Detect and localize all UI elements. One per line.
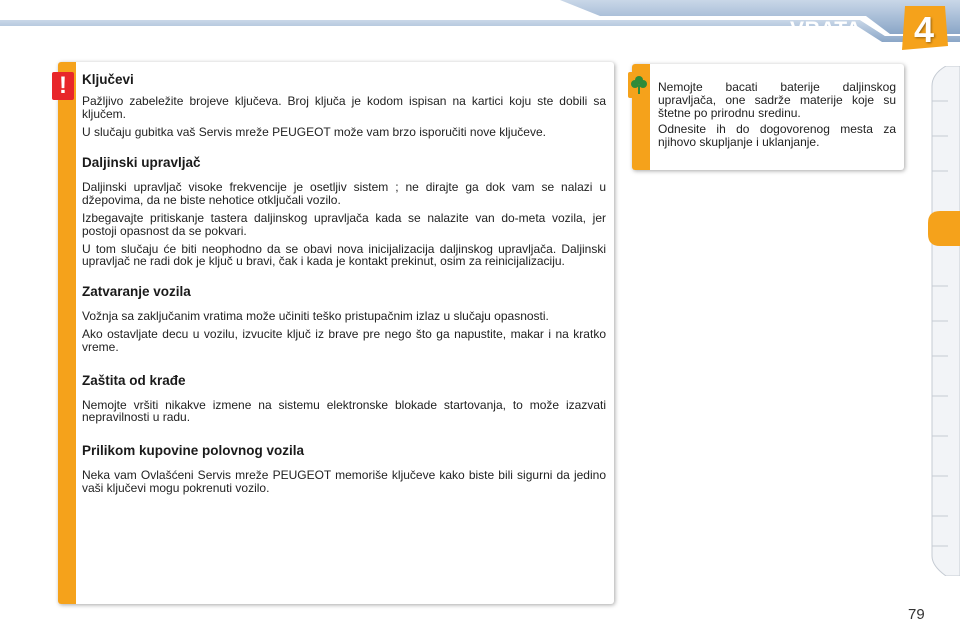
- section-title-zastita-od-krade: Zaštita od krađe: [82, 372, 186, 388]
- main-content: [82, 66, 606, 495]
- paragraph: U slučaju gubitka vaš Servis mreže PEUGEOT može vam brzo isporučiti nove ključeve.: [82, 124, 546, 139]
- section-title-zatvaranje-vozila: Zatvaranje vozila: [82, 284, 191, 300]
- paragraph: U tom slučaju će biti neophodno da se obavi nova inicijalizacija daljinskog upravljača. Daljinski upravljač ne radi dok je ključ u bravi, čak i kada je kontakt prekinut, osim za reinicijalizaciju.: [82, 241, 606, 269]
- section-title-daljinski-upravljac: Daljinski upravljač: [82, 155, 201, 171]
- panel-accent-stripe: [58, 62, 76, 604]
- section-title-polovno-vozilo: Prilikom kupovine polovnog vozila: [82, 443, 305, 459]
- chapter-number: 4: [913, 9, 935, 50]
- paragraph: Neka vam Ovlašćeni Servis mreže PEUGEOT memoriše ključeve kako biste bili sigurni da jedino vaši ključevi mogu pokrenuti vozilo.: [82, 468, 606, 495]
- section-title-kljucevi: Ključevi: [82, 72, 134, 87]
- paragraph: Daljinski upravljač visoke frekvencije je osetljiv sistem ; ne dirajte ga dok vam se nalazi u džepovima, da ne biste nehotice otključali vozilo.: [82, 180, 606, 208]
- paragraph: Pažljivo zabeležite brojeve ključeva. Broj ključa je kodom ispisan na kartici koju ste dobili sa ključem.: [82, 94, 606, 121]
- page-number: 79: [908, 606, 925, 623]
- main-info-panel: [58, 62, 614, 604]
- paragraph: Odnesite ih do dogovorenog mesta za njihovo skupljanje i uklanjanje.: [658, 122, 896, 150]
- paragraph: Izbegavajte pritiskanje tastera daljinskog upravljača kada se nalazite van do-meta vozila, jer postoji opasnost da se pokvari.: [82, 210, 606, 238]
- environment-icon: [628, 72, 650, 98]
- page-title: VRATA: [790, 18, 862, 41]
- paragraph: Nemojte bacati baterije daljinskog upravljača, one sadrže materije koje su štetne po prirodnu sredinu.: [658, 80, 896, 120]
- environment-info-panel: [632, 64, 904, 170]
- warning-icon: !: [52, 72, 74, 100]
- paragraph: Nemojte vršiti nikakve izmene na sistemu elektronske blokade startovanja, to može izazvati nepravilnosti u radu.: [82, 397, 606, 425]
- chapter-tabs: [928, 66, 960, 576]
- paragraph: Vožnja sa zaključanim vratima može učiniti teško pristupačnim izlaz u slučaju opasnosti.: [82, 309, 549, 324]
- side-content: [658, 81, 896, 149]
- paragraph: Ako ostavljate decu u vozilu, izvucite ključ iz brave pre nego što ga napustite, makar i na kratko vreme.: [82, 326, 606, 354]
